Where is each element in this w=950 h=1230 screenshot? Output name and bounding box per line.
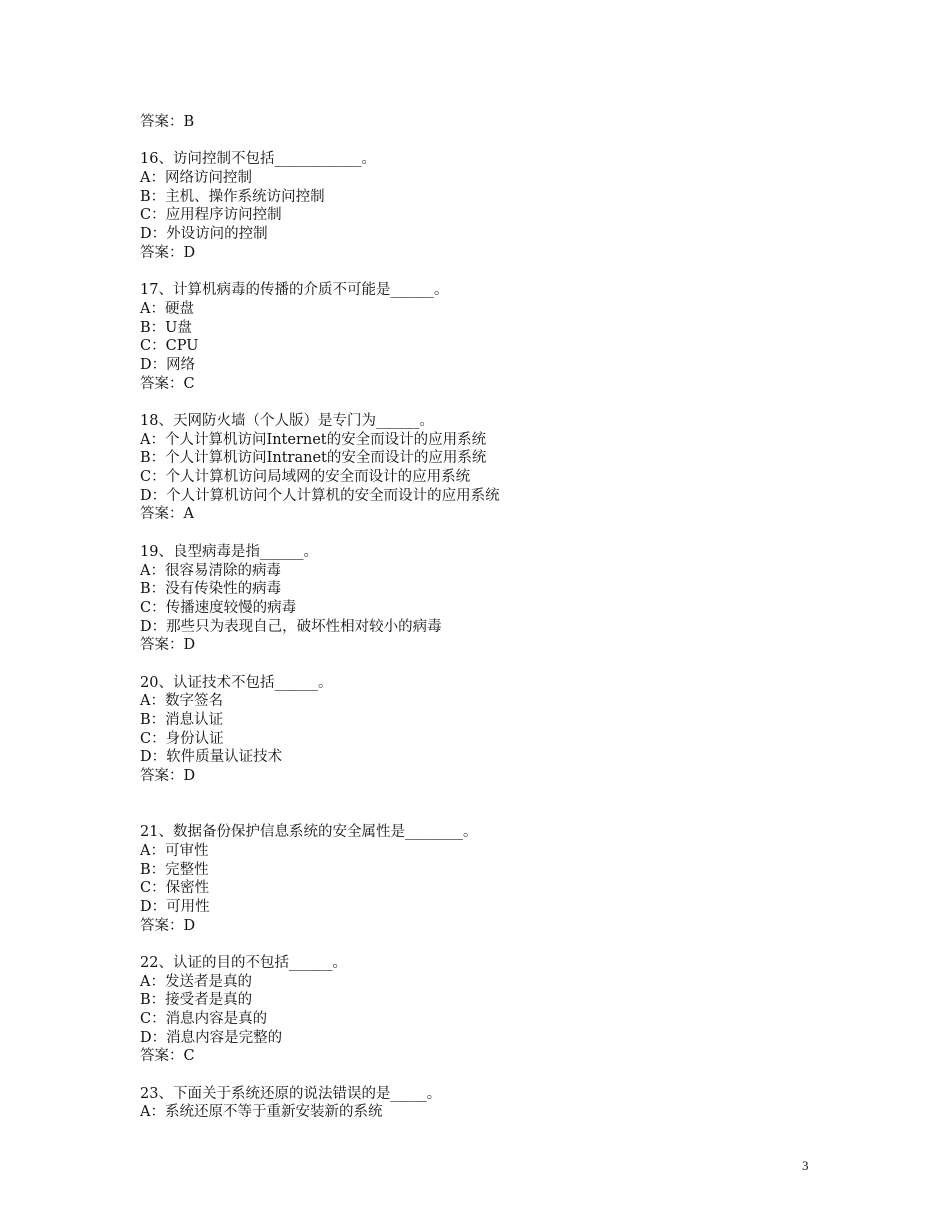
question-stem: 18、天网防火墙（个人版）是专门为______。 [140, 413, 434, 429]
question-19 [140, 543, 860, 655]
option-a: A：系统还原不等于重新安装新的系统 [140, 1104, 383, 1121]
question-22 [140, 954, 860, 1066]
option-c: C：消息内容是真的 [140, 1011, 268, 1028]
question-stem: 16、访问控制不包括____________。 [140, 151, 376, 168]
question-stem: 17、计算机病毒的传播的介质不可能是______。 [140, 282, 449, 299]
option-c: C：CPU [140, 338, 199, 355]
question-stem: 22、认证的目的不包括______。 [140, 954, 347, 971]
answer: 答案：D [140, 917, 196, 934]
option-d: D：消息内容是完整的 [140, 1029, 283, 1046]
question-stem: 21、数据备份保护信息系统的安全属性是________。 [140, 824, 478, 841]
question-stem: 20、认证技术不包括______。 [140, 674, 333, 691]
option-a: A：数字签名 [140, 693, 223, 710]
question-stem: 19、良型病毒是指______。 [140, 543, 318, 560]
answer: 答案：D [140, 637, 196, 654]
answer: 答案：A [140, 506, 194, 523]
option-d: D：个人计算机访问个人计算机的安全而设计的应用系统 [140, 487, 500, 504]
question-16 [140, 150, 860, 262]
option-c: C：应用程序访问控制 [140, 207, 282, 224]
answer: 答案：C [140, 375, 195, 392]
option-b: B：接受者是真的 [140, 992, 253, 1009]
option-b: B：完整性 [140, 861, 209, 878]
answer: 答案：D [140, 244, 196, 261]
option-b: B：没有传染性的病毒 [140, 581, 282, 598]
question-list [140, 113, 860, 1122]
question-21 [140, 823, 860, 935]
option-d: D：那些只为表现自己，破坏性相对较小的病毒 [140, 618, 442, 635]
option-c: C：传播速度较慢的病毒 [140, 599, 297, 616]
option-a: A：很容易清除的病毒 [140, 562, 281, 579]
option-b: B：个人计算机访问Intranet的安全而设计的应用系统 [140, 450, 487, 467]
question-18 [140, 412, 860, 524]
option-c: C：个人计算机访问局域网的安全而设计的应用系统 [140, 469, 471, 486]
previous-answer: 答案：B [140, 114, 195, 130]
answer: 答案：C [140, 1048, 195, 1065]
question-17 [140, 281, 860, 393]
question-20 [140, 674, 860, 786]
option-a: A：发送者是真的 [140, 973, 252, 990]
option-b: B：主机、操作系统访问控制 [140, 188, 325, 205]
question-stem: 23、下面关于系统还原的说法错误的是_____。 [140, 1085, 442, 1102]
option-c: C：身份认证 [140, 730, 224, 747]
page-number: 3 [802, 1158, 809, 1173]
option-b: B：消息认证 [140, 712, 224, 728]
option-d: D：网络 [140, 356, 196, 373]
option-c: C：保密性 [140, 880, 210, 897]
option-a: A：网络访问控制 [140, 170, 252, 187]
option-d: D：外设访问的控制 [140, 226, 268, 243]
option-a: A：可审性 [140, 842, 209, 859]
option-b: B：U盘 [140, 319, 192, 336]
answer: 答案：D [140, 768, 196, 785]
option-a: A：硬盘 [140, 300, 194, 317]
option-d: D：可用性 [140, 898, 210, 915]
option-d: D：软件质量认证技术 [140, 749, 283, 766]
question-23 [140, 1085, 860, 1122]
option-a: A：个人计算机访问Internet的安全而设计的应用系统 [140, 431, 487, 448]
